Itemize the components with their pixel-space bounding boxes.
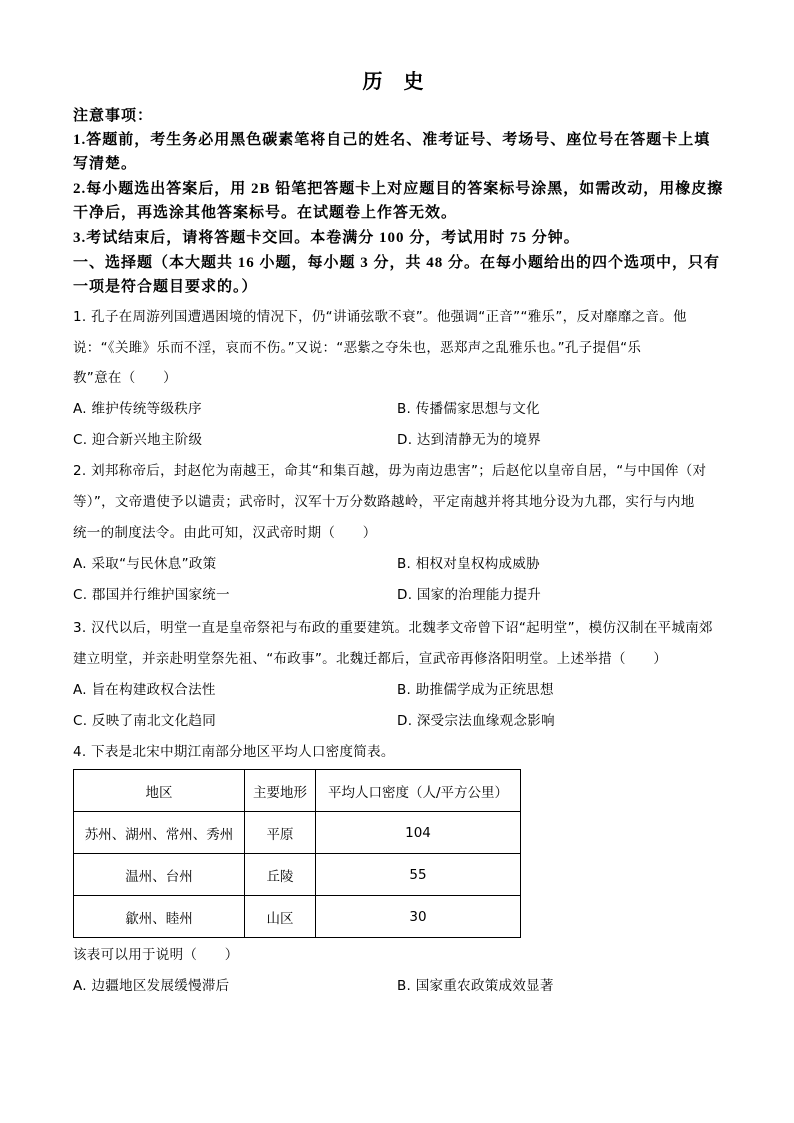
question-1-option-b: B. 传播儒家思想与文化 <box>397 401 540 417</box>
question-1-stem: 1. 孔子在周游列国遭遇困境的情况下，仍“讲诵弦歌不衰”。他强调“正音”“雅乐”，反对靡靡之音。他 <box>73 309 687 325</box>
question-1-option-d: D. 达到清静无为的境界 <box>397 432 542 448</box>
question-2-stem: 统一的制度法令。由此可知，汉武帝时期（ ） <box>73 525 377 541</box>
table-cell: 30 <box>316 896 521 938</box>
notice-line: 1.答题前，考生务必用黑色碳素笔将自己的姓名、准考证号、考场号、座位号在答题卡上填 <box>73 132 711 148</box>
question-4-stem: 4. 下表是北宋中期江南部分地区平均人口密度简表。 <box>73 744 395 760</box>
question-2-option-b: B. 相权对皇权构成威胁 <box>397 556 540 572</box>
question-1-stem: 教”意在（ ） <box>73 370 177 386</box>
table-header-cell: 主要地形 <box>245 770 316 812</box>
table-cell: 104 <box>316 812 521 854</box>
question-3-option-a: A. 旨在构建政权合法性 <box>73 682 216 698</box>
population-density-table <box>73 769 521 938</box>
table-row <box>74 812 521 854</box>
table-cell: 丘陵 <box>245 854 316 896</box>
question-4-option-b: B. 国家重农政策成效显著 <box>397 978 554 994</box>
question-2-option-c: C. 郡国并行维护国家统一 <box>73 587 230 603</box>
question-3-option-b: B. 助推儒学成为正统思想 <box>397 682 554 698</box>
notice-heading: 注意事项： <box>73 108 154 124</box>
question-2-stem: 等）”，文帝遣使予以谴责；武帝时，汉军十万分数路越岭，平定南越并将其地分设为九郡，实行与内地 <box>73 494 695 510</box>
section-heading: 一、选择题（本大题共 16 小题，每小题 3 分，共 48 分。在每小题给出的四个选项中，只有 <box>73 255 721 271</box>
question-3-stem: 建立明堂，并亲赴明堂祭先祖、“布政事”。北魏迁都后，宣武帝再修洛阳明堂。上述举措（ ） <box>73 651 668 667</box>
question-2-stem: 2. 刘邦称帝后，封赵佗为南越王，命其“和集百越，毋为南边患害”；后赵佗以皇帝自居，“与中国侔（对 <box>73 463 707 479</box>
question-1-option-c: C. 迎合新兴地主阶级 <box>73 432 203 448</box>
page-title: 历 史 <box>362 71 432 93</box>
notice-line: 干净后，再选涂其他答案标号。在试题卷上作答无效。 <box>73 205 458 221</box>
table-cell: 55 <box>316 854 521 896</box>
question-1-option-a: A. 维护传统等级秩序 <box>73 401 202 417</box>
table-header-row <box>74 770 521 812</box>
table-header-cell: 地区 <box>74 770 245 812</box>
table-row <box>74 896 521 938</box>
table-cell: 温州、台州 <box>74 854 245 896</box>
question-1-stem: 说：“《关雎》乐而不淫，哀而不伤。”又说：“恶紫之夺朱也，恶郑声之乱雅乐也。”孔子提倡“乐 <box>73 340 642 356</box>
table-header-cell: 平均人口密度（人/平方公里） <box>316 770 521 812</box>
table-cell: 苏州、湖州、常州、秀州 <box>74 812 245 854</box>
question-3-option-c: C. 反映了南北文化趋同 <box>73 713 217 729</box>
question-4-option-a: A. 边疆地区发展缓慢滞后 <box>73 978 230 994</box>
question-3-stem: 3. 汉代以后，明堂一直是皇帝祭祀与布政的重要建筑。北魏孝文帝曾下诏“起明堂”，模仿汉制在平城南郊 <box>73 620 713 636</box>
section-heading: 一项是符合题目要求的。） <box>73 279 258 295</box>
question-4-follow-up: 该表可以用于说明（ ） <box>73 947 239 963</box>
table-cell: 山区 <box>245 896 316 938</box>
table-row <box>74 854 521 896</box>
question-2-option-d: D. 国家的治理能力提升 <box>397 587 542 603</box>
notice-line: 3.考试结束后，请将答题卡交回。本卷满分 100 分，考试用时 75 分钟。 <box>73 230 580 246</box>
table-cell: 歙州、睦州 <box>74 896 245 938</box>
notice-line: 2.每小题选出答案后，用 2B 铅笔把答题卡上对应题目的答案标号涂黑，如需改动，用橡皮擦 <box>73 181 724 197</box>
notice-line: 写清楚。 <box>73 156 138 172</box>
question-3-option-d: D. 深受宗法血缘观念影响 <box>397 713 555 729</box>
table-cell: 平原 <box>245 812 316 854</box>
question-2-option-a: A. 采取“与民休息”政策 <box>73 556 217 572</box>
